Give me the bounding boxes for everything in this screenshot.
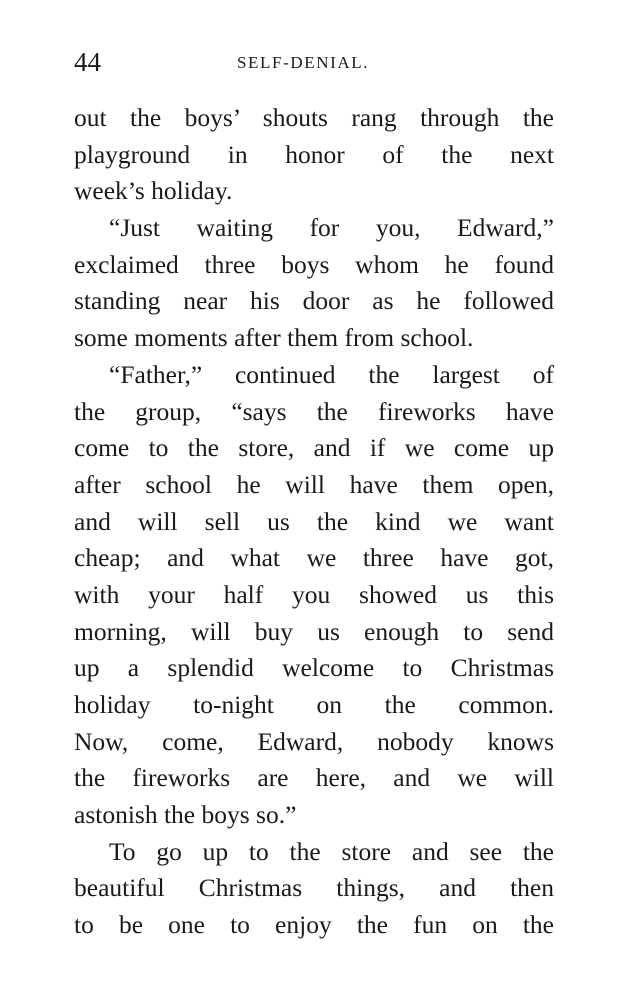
text-line: come to the store, and if we come up (74, 433, 554, 463)
text-line: week’s holiday. (74, 176, 233, 206)
body-text (74, 100, 554, 944)
text-line: beautiful Christmas things, and then (74, 873, 554, 903)
text-line: cheap; and what we three have got, (74, 543, 554, 573)
page-header (74, 44, 554, 84)
text-line: the fireworks are here, and we will (74, 763, 554, 793)
text-line: Now, come, Edward, nobody knows (74, 726, 554, 756)
text-line: to be one to enjoy the fun on the (74, 910, 554, 940)
text-line: out the boys’ shouts rang through the (74, 103, 554, 132)
text-line: “Just waiting for you, Edward,” (109, 213, 554, 243)
text-line: with your half you showed us this (74, 579, 554, 609)
text-line: astonish the boys so.” (74, 800, 297, 830)
text-line: standing near his door as he followed (74, 286, 554, 316)
text-line: the group, “says the fireworks have (74, 396, 554, 426)
text-line: “Father,” continued the largest of (109, 359, 554, 389)
text-line: after school he will have them open, (74, 469, 554, 499)
page-number: 44 (74, 47, 101, 77)
running-head: SELF-DENIAL. (237, 53, 370, 72)
text-line: playground in honor of the next (74, 139, 554, 169)
text-line: exclaimed three boys whom he found (74, 249, 554, 279)
text-line: morning, will buy us enough to send (74, 616, 554, 646)
text-line: To go up to the store and see the (109, 836, 554, 866)
text-line: up a splendid welcome to Christmas (74, 653, 554, 683)
text-line: and will sell us the kind we want (74, 506, 554, 536)
text-line: some moments after them from school. (74, 323, 474, 353)
text-line: holiday to-night on the common. (74, 690, 554, 719)
